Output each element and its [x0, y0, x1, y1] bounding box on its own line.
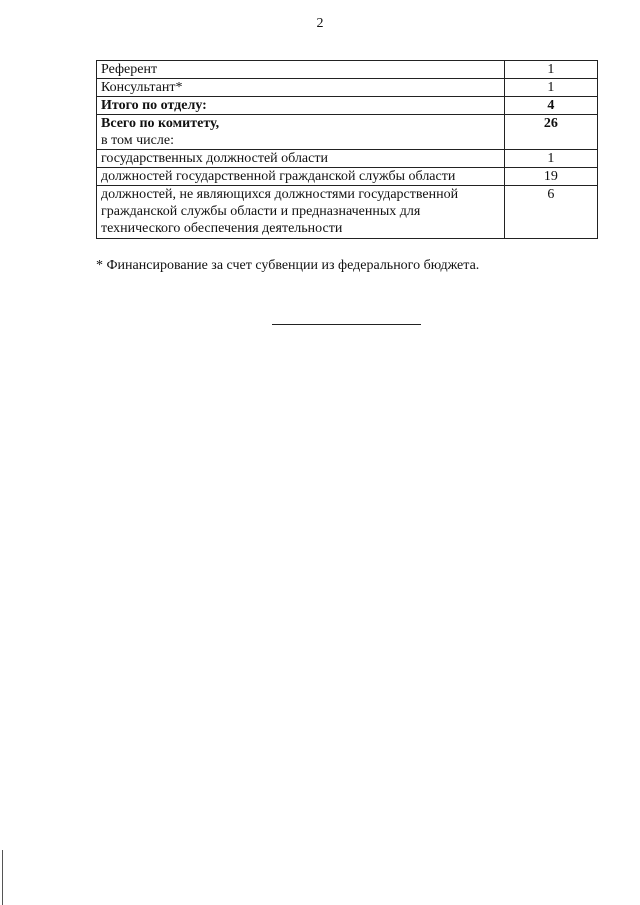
row-count: 6	[504, 186, 597, 239]
row-name: государственных должностей области	[97, 150, 505, 168]
table-row-subtotal	[97, 97, 598, 115]
row-name: Консультант*	[97, 79, 505, 97]
row-count: 19	[504, 168, 597, 186]
total-label: Всего по комитету,	[101, 116, 220, 131]
row-name: должностей государственной гражданской службы области	[97, 168, 505, 186]
row-count: 1	[504, 61, 597, 79]
row-count: 1	[504, 150, 597, 168]
total-count: 26	[504, 115, 597, 150]
row-count: 1	[504, 79, 597, 97]
table-row-total	[97, 115, 598, 150]
total-sublabel: в том числе:	[101, 133, 174, 148]
subtotal-count: 4	[504, 97, 597, 115]
end-rule	[272, 324, 421, 325]
table-row	[97, 186, 598, 239]
row-name: должностей, не являющихся должностями государственной гражданской службы области и предназначенных для технического обеспечения деятельности	[97, 186, 505, 239]
scan-edge-mark	[2, 850, 3, 905]
table-row	[97, 61, 598, 79]
total-label-cell	[97, 115, 505, 150]
page-number: 2	[316, 16, 324, 31]
table-row	[97, 150, 598, 168]
subtotal-label: Итого по отделу:	[97, 97, 505, 115]
footnote: * Финансирование за счет субвенции из федерального бюджета.	[96, 258, 480, 273]
table-row	[97, 168, 598, 186]
row-name: Референт	[97, 61, 505, 79]
table-row	[97, 79, 598, 97]
staff-table	[96, 60, 598, 239]
